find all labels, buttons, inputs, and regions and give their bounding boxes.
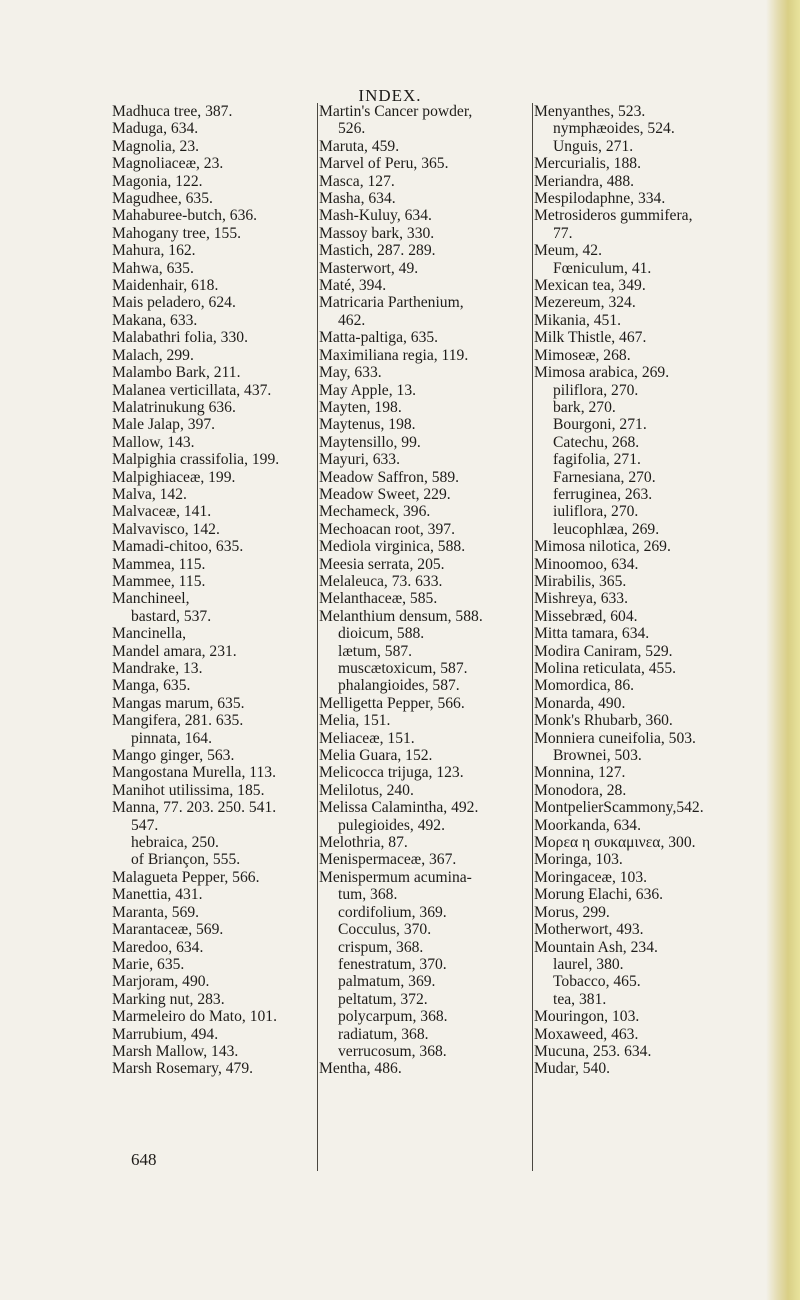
index-entry: Malagueta Pepper, 566. [112,868,260,886]
index-entry: Meadow Sweet, 229. [319,485,451,503]
index-subentry: crispum, 368. [338,938,424,956]
index-entry: Menispermaceæ, 367. [319,851,457,869]
index-entry: Mandrake, 13. [112,660,203,677]
index-subentry: pinnata, 164. [131,729,212,747]
index-entry: Monarda, 490. [534,694,626,712]
index-entry: Mahura, 162. [112,242,196,260]
index-entry: Monniera cuneifolia, 503. [534,729,696,747]
index-entry: Marsh Mallow, 143. [112,1042,239,1060]
index-subentry: Unguis, 271. [553,137,634,155]
index-subentry: cordifolium, 369. [338,903,447,921]
index-entry: Maruta, 459. [319,137,400,155]
index-entry: Manga, 635. [112,677,191,695]
index-entry: Momordica, 86. [534,677,635,695]
index-entry: Malpighia crassifolia, 199. [112,451,280,469]
index-entry: Maytensillo, 99. [319,433,421,451]
page-edge [766,0,800,1300]
index-entry: Malach, 299. [112,346,194,364]
index-entry: Motherwort, 493. [534,921,644,939]
index-subentry: polycarpum, 368. [338,1008,448,1026]
index-subentry: palmatum, 369. [338,973,436,991]
index-entry: Mikania, 451. [534,311,622,329]
index-subentry: pulegioides, 492. [338,816,445,834]
index-subentry: Catechu, 268. [553,433,640,451]
index-entry: Mitta tamara, 634. [534,625,650,643]
index-entry: Marjoram, 490. [112,973,210,991]
index-entry: Maximiliana regia, 119. [319,346,469,364]
index-entry: Moringa, 103. [534,851,623,869]
index-entry: Masterwort, 49. [319,259,419,277]
index-entry: Malabathri folia, 330. [112,329,248,347]
index-entry: Monodora, 28. [534,781,627,799]
index-entry: Mango ginger, 563. [112,747,235,765]
index-subentry: radiatum, 368. [338,1025,429,1043]
index-subentry: Bourgoni, 271. [553,416,647,434]
index-subentry: 526. [338,120,366,138]
index-entry: Marvel of Peru, 365. [319,155,449,173]
page-number: 648 [131,1150,157,1169]
index-entry: Mouringon, 103. [534,1008,640,1026]
index-entry: Morung Elachi, 636. [534,886,664,904]
index-entry: Mayuri, 633. [319,451,400,469]
index-column-3 [532,103,752,1171]
index-entry: Menyanthes, 523. [534,103,646,120]
index-entry: Meliaceæ, 151. [319,729,415,747]
index-entry: Mexican tea, 349. [534,277,646,295]
index-entry: Μορεα η συκαμινεα, 300. [534,834,696,852]
index-entry: Mahaburee-butch, 636. [112,207,258,225]
index-entry: Matta-paltiga, 635. [319,329,439,347]
index-entry: Masca, 127. [319,172,395,190]
index-entry: Molina reticulata, 455. [534,660,677,677]
index-entry: Mucuna, 253. 634. [534,1042,652,1060]
index-subentry: fenestratum, 370. [338,955,447,973]
index-entry: Mammee, 115. [112,572,206,590]
index-entry: Male Jalap, 397. [112,416,216,434]
index-entry: Mentha, 486. [319,1060,402,1078]
index-entry: Maidenhair, 618. [112,277,219,295]
index-entry: Marmeleiro do Mato, 101. [112,1008,277,1026]
index-entry: Malanea verticillata, 437. [112,381,272,399]
index-subentry: ferruginea, 263. [553,485,653,503]
index-entry: Meriandra, 488. [534,172,635,190]
index-column-2 [317,103,527,1171]
index-entry: Maredoo, 634. [112,938,204,956]
index-subentry: iuliflora, 270. [553,503,639,521]
index-subentry: muscætoxicum, 587. [338,660,468,677]
index-subentry: 77. [553,224,573,242]
index-entry: Mirabilis, 365. [534,572,627,590]
index-entry: Marking nut, 283. [112,990,225,1008]
index-subentry: peltatum, 372. [338,990,428,1008]
index-entry: Maranta, 569. [112,903,200,921]
index-entry: Menispermum acumina- [319,868,472,886]
index-entry: Mespilodaphne, 334. [534,190,666,208]
index-entry: Metrosideros gummifera, [534,207,693,225]
index-subentry: Cocculus, 370. [338,921,432,939]
index-subentry: nymphæoides, 524. [553,120,675,138]
index-entry: Magnoliaceæ, 23. [112,155,224,173]
index-entry: Mangifera, 281. 635. [112,712,244,730]
index-subentry: leucophlæa, 269. [553,520,660,538]
index-entry: Melia, 151. [319,712,391,730]
index-entry: Melligetta Pepper, 566. [319,694,465,712]
index-entry: Mandel amara, 231. [112,642,237,660]
index-entry: Malva, 142. [112,485,187,503]
index-entry: Mais peladero, 624. [112,294,236,312]
index-entry: Magudhee, 635. [112,190,213,208]
index-entry: Melia Guara, 152. [319,747,433,765]
index-entry: Mangas marum, 635. [112,694,245,712]
index-subentry: Brownei, 503. [553,747,642,765]
index-entry: Mangostana Murella, 113. [112,764,276,782]
index-entry: Mechameck, 396. [319,503,431,521]
index-entry: Mahwa, 635. [112,259,194,277]
index-entry: Melanthaceæ, 585. [319,590,438,608]
index-entry: Marrubium, 494. [112,1025,219,1043]
index-subentry: fagifolia, 271. [553,451,641,469]
index-subentry: tum, 368. [338,886,398,904]
index-entry: Melilotus, 240. [319,781,414,799]
index-entry: Malvavisco, 142. [112,520,220,538]
index-subentry: 462. [338,311,366,329]
index-entry: Manchineel, [112,590,190,608]
index-entry: Monk's Rhubarb, 360. [534,712,673,730]
index-entry: Malatrinukung 636. [112,398,236,416]
index-entry: Mastich, 287. 289. [319,242,436,260]
index-entry: Mallow, 143. [112,433,195,451]
index-column-1 [112,103,310,1078]
index-entry: Melaleuca, 73. 633. [319,572,443,590]
index-entry: Modira Caniram, 529. [534,642,673,660]
index-subentry: phalangioides, 587. [338,677,460,695]
index-subentry: bastard, 537. [131,607,212,625]
index-entry: Morus, 299. [534,903,610,921]
index-entry: Matricaria Parthenium, [319,294,464,312]
index-entry: Mammea, 115. [112,555,206,573]
index-entry: Milk Thistle, 467. [534,329,647,347]
index-entry: Malvaceæ, 141. [112,503,212,521]
index-entry: Masha, 634. [319,190,396,208]
index-entry: Manihot utilissima, 185. [112,781,265,799]
index-entry: Moringaceæ, 103. [534,868,648,886]
index-subentry: 547. [131,816,159,834]
index-entry: Marsh Rosemary, 479. [112,1060,254,1078]
index-subentry: tea, 381. [553,990,607,1008]
index-entry: Meum, 42. [534,242,603,260]
index-entry: Mudar, 540. [534,1060,611,1078]
index-subentry: verrucosum, 368. [338,1042,447,1060]
index-entry: Maduga, 634. [112,120,199,138]
index-entry: Manettia, 431. [112,886,203,904]
index-entry: Mayten, 198. [319,398,402,416]
index-entry: Melissa Calamintha, 492. [319,799,479,817]
index-entry: Melothria, 87. [319,834,408,852]
index-entry: Melanthium densum, 588. [319,607,483,625]
index-entry: Martin's Cancer powder, [319,103,473,120]
index-entry: Monnina, 127. [534,764,626,782]
index-entry: Magnolia, 23. [112,137,200,155]
index-entry: MontpelierScammony,542. [534,799,704,817]
index-subentry: Fœniculum, 41. [553,259,652,277]
index-entry: Mediola virginica, 588. [319,538,466,556]
index-entry: Mimoseæ, 268. [534,346,631,364]
index-entry: May Apple, 13. [319,381,417,399]
index-entry: Minoomoo, 634. [534,555,639,573]
index-entry: Marantaceæ, 569. [112,921,224,939]
index-entry: Mamadi-chitoo, 635. [112,538,244,556]
index-entry: Mash-Kuluy, 634. [319,207,432,225]
index-entry: Marie, 635. [112,955,185,973]
index-entry: Missebræd, 604. [534,607,638,625]
index-entry: Manna, 77. 203. 250. 541. [112,799,277,817]
index-entry: Melicocca trijuga, 123. [319,764,464,782]
index-entry: Mahogany tree, 155. [112,224,242,242]
index-subentry: Tobacco, 465. [553,973,641,991]
index-entry: Mechoacan root, 397. [319,520,455,538]
index-entry: Maté, 394. [319,277,387,295]
index-subentry: piliflora, 270. [553,381,639,399]
index-entry: Mimosa nilotica, 269. [534,538,671,556]
index-entry: Mishreya, 633. [534,590,628,608]
index-entry: Massoy bark, 330. [319,224,435,242]
index-entry: Magonia, 122. [112,172,203,190]
index-subentry: bark, 270. [553,398,616,416]
index-entry: Mezereum, 324. [534,294,636,312]
index-subentry: lætum, 587. [338,642,413,660]
index-entry: Meadow Saffron, 589. [319,468,460,486]
index-entry: Moorkanda, 634. [534,816,641,834]
index-subentry: hebraica, 250. [131,834,219,852]
index-entry: May, 633. [319,364,382,382]
index-entry: Mancinella, [112,625,187,643]
index-entry: Meesia serrata, 205. [319,555,445,573]
index-entry: Makana, 633. [112,311,198,329]
index-entry: Mountain Ash, 234. [534,938,658,956]
index-subentry: laurel, 380. [553,955,624,973]
index-subentry: of Briançon, 555. [131,851,241,869]
index-entry: Moxaweed, 463. [534,1025,639,1043]
index-entry: Malambo Bark, 211. [112,364,241,382]
index-entry: Malpighiaceæ, 199. [112,468,236,486]
index-entry: Maytenus, 198. [319,416,416,434]
index-entry: Mimosa arabica, 269. [534,364,670,382]
page-title: INDEX. [358,86,422,105]
index-subentry: Farnesiana, 270. [553,468,656,486]
index-entry: Madhuca tree, 387. [112,103,233,120]
index-entry: Mercurialis, 188. [534,155,641,173]
index-subentry: dioicum, 588. [338,625,425,643]
